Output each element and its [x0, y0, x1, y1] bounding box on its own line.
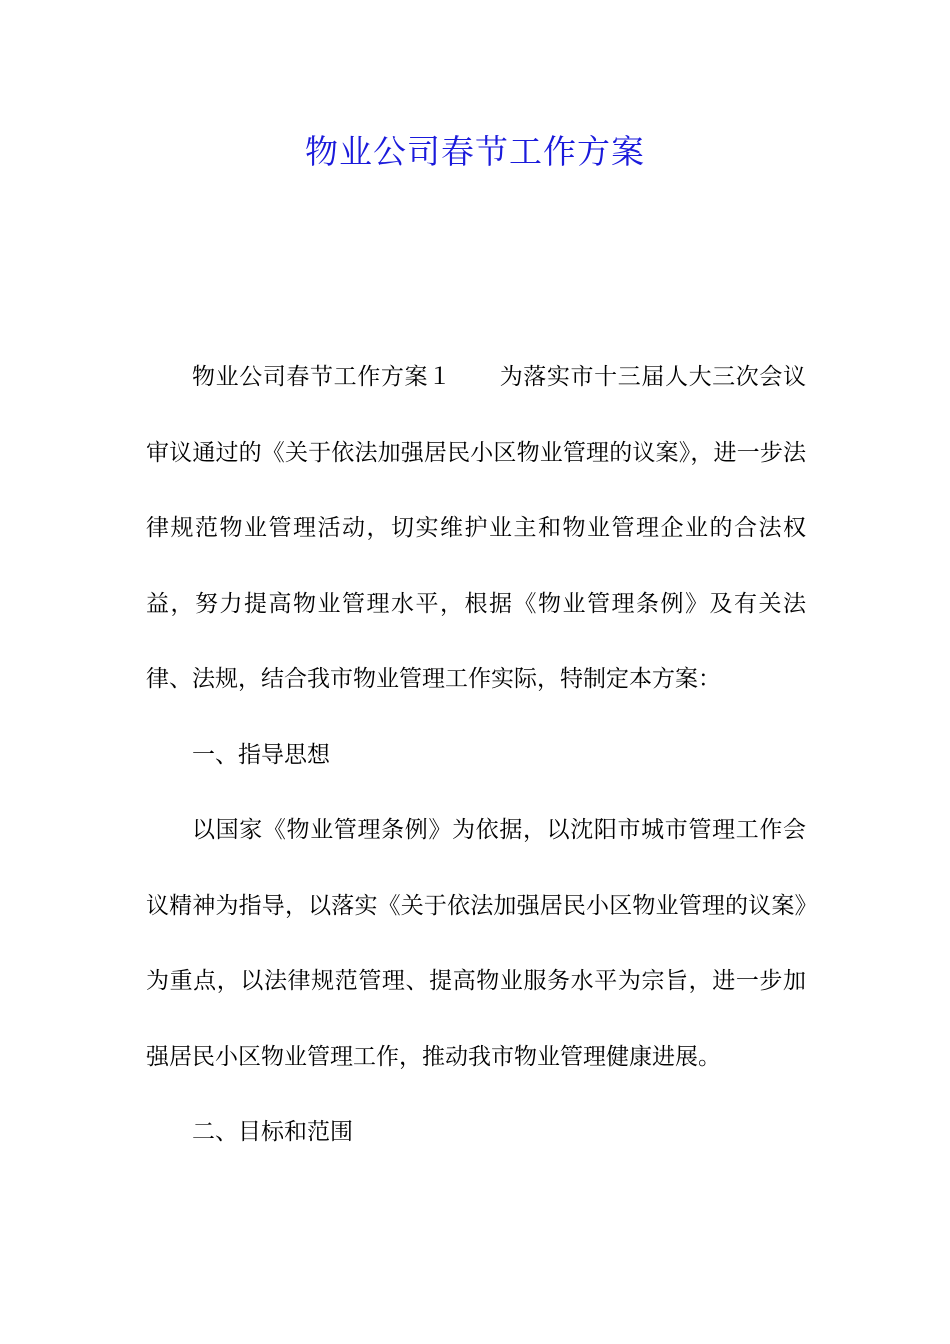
- section-1-heading: 一、指导思想: [192, 741, 330, 768]
- section-1-paragraph: 以国家《物业管理条例》为依据，以沈阳市城市管理工作会议精神为指导，以落实《关于依法加强居民小区物业管理的议案》为重点，以法律规范管理、提高物业服务水平为宗旨，进一步加强居民小区物业管理工作，推动我市物业管理健康进展。: [146, 817, 806, 1070]
- intro-paragraph: [146, 340, 806, 718]
- section-2-heading: 二、目标和范围: [192, 1119, 353, 1145]
- intro-text: 为落实市十三届人大三次会议审议通过的《关于依法加强居民小区物业管理的议案》，进一步法律规范物业管理活动，切实维护业主和物业管理企业的合法权益，努力提高物业管理水平，根据《物业管理条例》及有关法律、法规，结合我市物业管理工作实际，特制定本方案：: [146, 364, 807, 692]
- intro-lead: 物业公司春节工作方案１: [192, 364, 452, 390]
- document-body: [146, 340, 806, 1171]
- document-title: 物业公司春节工作方案: [305, 132, 645, 171]
